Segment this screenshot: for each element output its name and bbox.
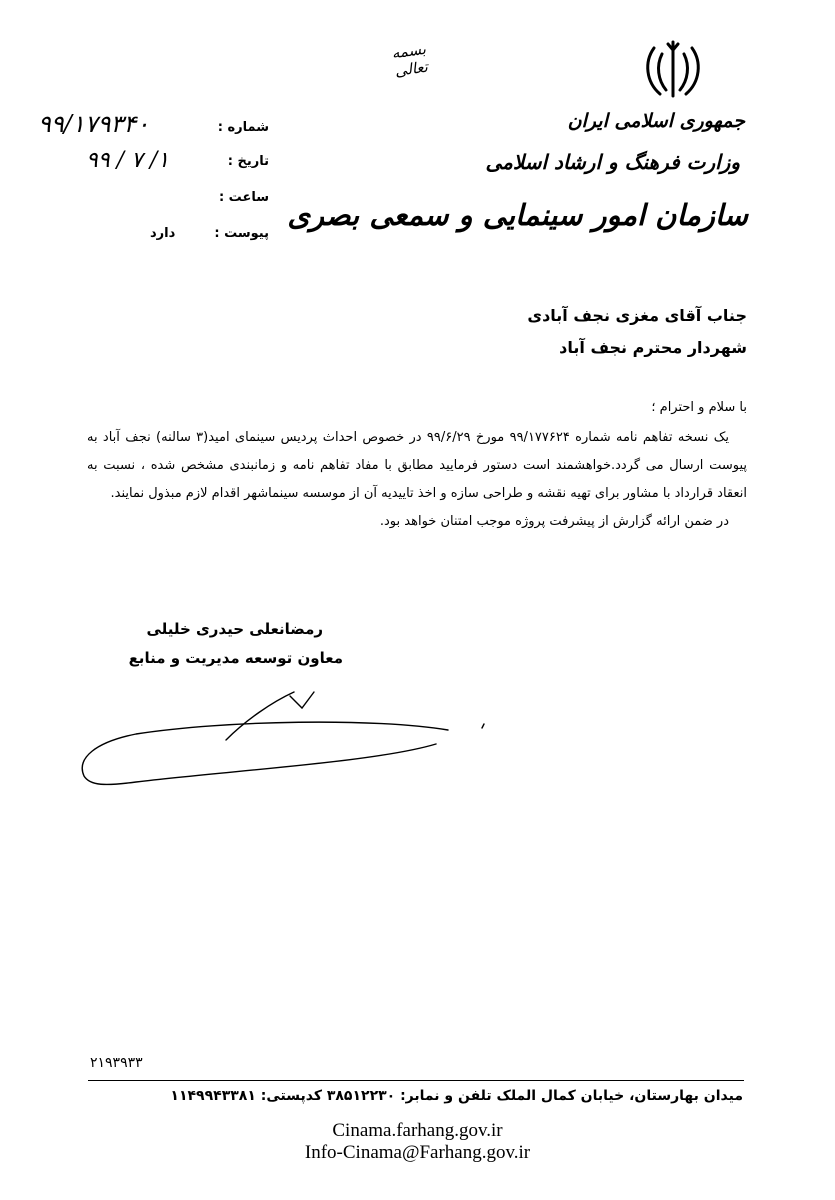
footer-divider bbox=[88, 1080, 744, 1081]
date-label: تاریخ : bbox=[227, 154, 269, 169]
website-link[interactable]: Cinama.farhang.gov.ir bbox=[332, 1120, 503, 1141]
body-paragraph-1: یک نسخه تفاهم نامه شماره ۹۹/۱۷۷۶۲۴ مورخ ۹۹/۶/۲۹ در خصوص احداث پردیس سینمای امید(۳ سالنه) نجف آباد به پیوست ارسال می گردد.خواهشمند است دستور فرمایید مطابق با مفاد تفاهم نامه و زمانبندی مشخص شده ، نسبت به انعقاد قرارداد با مشاور برای تهیه نقشه و طراحی سازه و اخذ تاییدیه آن از موسسه سینماشهر اقدام لازم مبذول نمایند. bbox=[87, 430, 747, 501]
iran-emblem-icon bbox=[640, 38, 706, 100]
org-line-republic: جمهوری اسلامی ایران bbox=[567, 110, 745, 132]
org-line-ministry: وزارت فرهنگ و ارشاد اسلامی bbox=[485, 150, 740, 174]
body-paragraph-2: در ضمن ارائه گزارش از پیشرفت پروژه موجب امتنان خواهد بود. bbox=[379, 514, 729, 529]
bismillah-heading: بسمه تعالی bbox=[390, 39, 429, 81]
time-label: ساعت : bbox=[218, 190, 269, 205]
attachment-value: دارد bbox=[150, 226, 176, 241]
email-link[interactable]: Info-Cinama@Farhang.gov.ir bbox=[304, 1142, 531, 1163]
number-value: ۹۹/۱۷۹۳۴۰ bbox=[38, 110, 150, 138]
handwritten-signature bbox=[76, 690, 506, 790]
footer-address: میدان بهارستان، خیابان کمال الملک تلفن و نمابر: ۳۸۵۱۲۲۳۰ کدپستی: ۱۱۴۹۹۴۳۳۸۱ bbox=[170, 1088, 743, 1104]
org-line-organization: سازمان امور سینمایی و سمعی بصری bbox=[287, 198, 748, 232]
reference-code: ۲۱۹۳۹۳۳ bbox=[90, 1055, 143, 1071]
letter-body bbox=[87, 424, 747, 536]
signer-title: معاون توسعه مدیریت و منابع bbox=[128, 649, 343, 667]
number-label: شماره : bbox=[217, 120, 269, 135]
addressee-title: شهردار محترم نجف آباد bbox=[559, 338, 747, 357]
addressee-name: جناب آقای مغزی نجف آبادی bbox=[527, 306, 747, 325]
greeting: با سلام و احترام ؛ bbox=[651, 400, 747, 415]
signer-name: رمضانعلی حیدری خلیلی bbox=[146, 620, 323, 638]
attachment-label: پیوست : bbox=[214, 226, 269, 241]
date-value: ۹۹ / ۷ /۱ bbox=[86, 148, 170, 173]
